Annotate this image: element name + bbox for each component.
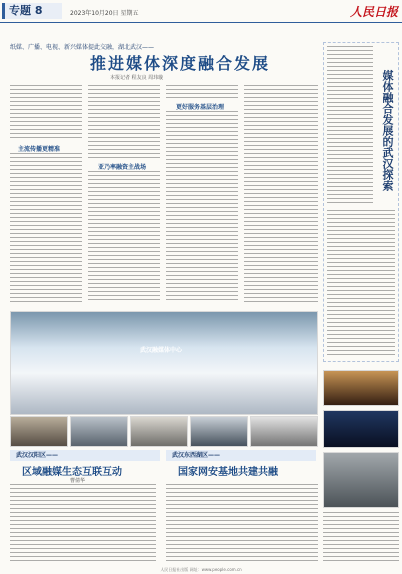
lower-left-district: 武汉汉阳区—— [10,450,160,461]
issue-date: 2023年10月20日 星期五 [70,10,139,17]
lower-mid-headline: 国家网安基地共建共融 [178,467,278,478]
main-photo [10,311,318,415]
stage-screen-text: 武汉融媒体中心 [140,347,183,354]
subhead-3: 更好服务基层治理 [176,104,225,111]
lower-mid-district: 武汉东西湖区—— [166,450,316,461]
body-text-col-4 [244,85,318,303]
sidebar-title: 媒体融合发展的武汉探索 [381,70,394,191]
photo-strip-4 [190,416,248,447]
sidebar-text-2 [327,210,395,358]
sidebar-text [327,46,373,206]
article-kicker: 纸媒、广播、电视、新兴媒体提此交融，湖北武汉—— [10,44,155,51]
body-text-col-3 [166,85,238,99]
lower-mid-text [166,484,318,562]
newspaper-logo: 人民日报 [350,5,399,19]
lower-left-text [10,484,156,562]
subhead-1: 主流传播更精准 [18,146,61,153]
body-text-col-3b [166,111,238,303]
body-text-col-2 [88,85,160,158]
body-text-col-2b [88,171,160,303]
body-text-col-1b [10,153,82,303]
photo-strip-1 [10,416,68,447]
article-headline: 推进媒体深度融合发展 [89,54,270,73]
side-photo-3 [323,452,399,508]
lower-right-text [323,512,399,562]
header-rule [0,22,402,23]
photo-strip-2 [70,416,128,447]
photo-strip-5 [250,416,318,447]
side-photo-1 [323,370,399,406]
section-label: 专题 8 [2,3,62,19]
photo-strip-3 [130,416,188,447]
lower-left-headline: 区域融媒生态互联互动 [22,467,122,478]
side-photo-2 [323,410,399,448]
body-text-col-1 [10,85,82,140]
lower-left-byline: 曹倩华 [70,478,86,484]
subhead-2: 亚乃率融资主战场 [98,164,147,171]
page-footer: 人民日报社出版 网址：www.people.com.cn [160,567,242,572]
article-byline: 本报记者 程友良 周玮璇 [110,75,164,81]
